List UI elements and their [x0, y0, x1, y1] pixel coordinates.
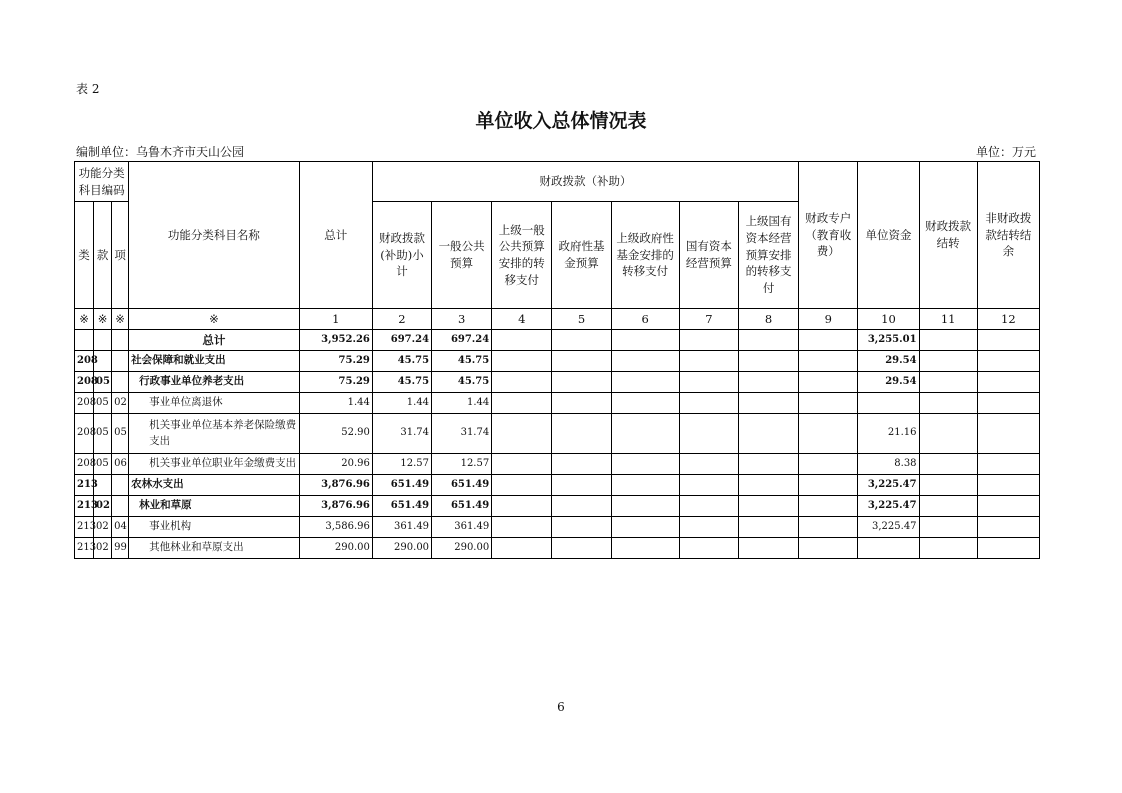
code-xiang: 99	[112, 538, 129, 559]
empty-cell	[492, 414, 552, 454]
empty-cell	[679, 517, 738, 538]
total-cell: 290.00	[299, 538, 372, 559]
header-nonfiscal-carryover: 非财政拨款结转结余	[977, 162, 1039, 309]
total-unit-funds: 3,255.01	[858, 330, 919, 351]
table-row	[75, 414, 1040, 454]
empty-cell	[611, 538, 679, 559]
total-value: 3,952.26	[299, 330, 372, 351]
index-cell: 7	[679, 309, 738, 330]
table-row	[75, 496, 1040, 517]
index-cell: 8	[738, 309, 798, 330]
empty-cell	[552, 351, 611, 372]
table-number: 表 2	[76, 82, 100, 96]
general-budget-cell: 45.75	[432, 372, 492, 393]
empty-cell	[679, 538, 738, 559]
index-cell: 11	[919, 309, 977, 330]
code-xiang	[112, 372, 129, 393]
item-name: 农林水支出	[129, 475, 300, 496]
fiscal-subtotal-cell: 45.75	[372, 351, 431, 372]
code-kuan: 05	[94, 414, 112, 454]
empty-cell	[919, 372, 977, 393]
general-budget-cell: 361.49	[432, 517, 492, 538]
header-fiscal-carryover: 财政拨款结转	[919, 162, 977, 309]
page-number: 6	[557, 700, 565, 714]
total-general-budget: 697.24	[432, 330, 492, 351]
empty-cell	[738, 538, 798, 559]
empty-cell	[552, 414, 611, 454]
empty-cell	[977, 454, 1039, 475]
code-kuan: 02	[94, 538, 112, 559]
empty-cell	[919, 454, 977, 475]
code-lei: 213	[75, 517, 94, 538]
empty-cell	[799, 517, 858, 538]
general-budget-cell: 12.57	[432, 454, 492, 475]
empty-cell	[611, 393, 679, 414]
compiling-unit: 编制单位：乌鲁木齐市天山公园	[76, 145, 245, 159]
fiscal-subtotal-cell: 290.00	[372, 538, 431, 559]
index-cell: ※	[129, 309, 300, 330]
table-row	[75, 393, 1040, 414]
code-xiang: 04	[112, 517, 129, 538]
code-lei: 208	[75, 414, 94, 454]
general-budget-cell: 651.49	[432, 475, 492, 496]
unit-funds-cell	[858, 538, 919, 559]
empty-cell	[738, 393, 798, 414]
empty-cell	[919, 351, 977, 372]
fiscal-subtotal-cell: 1.44	[372, 393, 431, 414]
empty-cell	[919, 517, 977, 538]
empty-cell	[679, 414, 738, 454]
total-cell: 75.29	[299, 351, 372, 372]
code-lei: 213	[75, 475, 94, 496]
unit-funds-cell: 3,225.47	[858, 496, 919, 517]
unit-funds-cell: 21.16	[858, 414, 919, 454]
unit-funds-cell: 3,225.47	[858, 475, 919, 496]
header-lei: 类	[75, 202, 94, 309]
empty-cell	[492, 372, 552, 393]
index-cell: ※	[75, 309, 94, 330]
index-row	[75, 309, 1040, 330]
empty-cell	[738, 351, 798, 372]
header-gov-fund: 政府性基金预算	[552, 202, 611, 309]
code-lei: 208	[75, 372, 94, 393]
index-cell: 4	[492, 309, 552, 330]
total-fiscal-subtotal: 697.24	[372, 330, 431, 351]
empty-cell	[611, 454, 679, 475]
empty-cell	[611, 517, 679, 538]
table-row	[75, 351, 1040, 372]
header-special-edu: 财政专户（教育收费）	[799, 162, 858, 309]
empty-cell	[679, 454, 738, 475]
total-cell: 75.29	[299, 372, 372, 393]
empty-cell	[492, 496, 552, 517]
unit-funds-cell: 8.38	[858, 454, 919, 475]
code-kuan: 05	[94, 454, 112, 475]
fiscal-subtotal-cell: 31.74	[372, 414, 431, 454]
empty-cell	[611, 351, 679, 372]
index-cell: 9	[799, 309, 858, 330]
table-row	[75, 454, 1040, 475]
empty-cell	[977, 475, 1039, 496]
empty-cell	[977, 351, 1039, 372]
empty-cell	[738, 475, 798, 496]
empty-cell	[799, 454, 858, 475]
total-cell: 3,876.96	[299, 475, 372, 496]
header-fiscal-subtotal: 财政拨款(补助)小计	[372, 202, 431, 309]
empty-cell	[552, 538, 611, 559]
unit-funds-cell: 29.54	[858, 351, 919, 372]
empty-cell	[799, 393, 858, 414]
unit-funds-cell: 3,225.47	[858, 517, 919, 538]
empty-cell	[552, 496, 611, 517]
fiscal-subtotal-cell: 361.49	[372, 517, 431, 538]
index-cell: 1	[299, 309, 372, 330]
total-label: 总计	[129, 330, 300, 351]
empty-cell	[552, 372, 611, 393]
code-lei: 208	[75, 393, 94, 414]
empty-cell	[492, 393, 552, 414]
empty-cell	[738, 496, 798, 517]
code-kuan: 02	[94, 517, 112, 538]
empty-cell	[611, 414, 679, 454]
empty-cell	[679, 393, 738, 414]
header-total: 总计	[299, 162, 372, 309]
header-fiscal-group: 财政拨款（补助）	[372, 162, 798, 202]
empty-cell	[492, 351, 552, 372]
code-xiang: 02	[112, 393, 129, 414]
empty-cell	[552, 475, 611, 496]
empty-cell	[799, 496, 858, 517]
item-name: 机关事业单位基本养老保险缴费支出	[129, 414, 300, 454]
fiscal-subtotal-cell: 651.49	[372, 475, 431, 496]
document-title: 单位收入总体情况表	[475, 110, 647, 132]
code-lei: 213	[75, 496, 94, 517]
empty-cell	[492, 454, 552, 475]
empty-cell	[738, 372, 798, 393]
general-budget-cell: 45.75	[432, 351, 492, 372]
header-transfer-capital: 上级国有资本经营预算安排的转移支付	[738, 202, 798, 309]
item-name: 机关事业单位职业年金缴费支出	[129, 454, 300, 475]
code-lei: 213	[75, 538, 94, 559]
fiscal-subtotal-cell: 45.75	[372, 372, 431, 393]
empty-cell	[738, 454, 798, 475]
item-name: 林业和草原	[129, 496, 300, 517]
empty-cell	[977, 414, 1039, 454]
empty-cell	[977, 372, 1039, 393]
code-xiang	[112, 351, 129, 372]
empty-cell	[799, 475, 858, 496]
code-kuan: 02	[94, 496, 112, 517]
empty-cell	[977, 517, 1039, 538]
index-cell: 3	[432, 309, 492, 330]
code-xiang	[112, 475, 129, 496]
empty-cell	[679, 372, 738, 393]
empty-cell	[738, 517, 798, 538]
empty-cell	[492, 538, 552, 559]
general-budget-cell: 31.74	[432, 414, 492, 454]
empty-cell	[799, 372, 858, 393]
empty-cell	[552, 393, 611, 414]
general-budget-cell: 651.49	[432, 496, 492, 517]
empty-cell	[611, 496, 679, 517]
item-name: 社会保障和就业支出	[129, 351, 300, 372]
empty-cell	[919, 538, 977, 559]
empty-cell	[611, 372, 679, 393]
empty-cell	[919, 414, 977, 454]
index-cell: ※	[94, 309, 112, 330]
table-row	[75, 475, 1040, 496]
total-row	[75, 330, 1040, 351]
empty-cell	[977, 538, 1039, 559]
empty-cell	[799, 414, 858, 454]
empty-cell	[799, 351, 858, 372]
code-kuan: 05	[94, 393, 112, 414]
total-cell: 52.90	[299, 414, 372, 454]
header-xiang: 项	[112, 202, 129, 309]
empty-cell	[679, 496, 738, 517]
code-lei: 208	[75, 351, 94, 372]
total-cell: 3,586.96	[299, 517, 372, 538]
income-summary-table	[74, 161, 1040, 559]
item-name: 事业单位离退休	[129, 393, 300, 414]
empty-cell	[919, 475, 977, 496]
index-cell: 5	[552, 309, 611, 330]
empty-cell	[492, 475, 552, 496]
empty-cell	[611, 475, 679, 496]
code-kuan: 05	[94, 372, 112, 393]
index-cell: 6	[611, 309, 679, 330]
empty-cell	[799, 538, 858, 559]
code-lei: 208	[75, 454, 94, 475]
empty-cell	[977, 393, 1039, 414]
table-row	[75, 372, 1040, 393]
index-cell: 12	[977, 309, 1039, 330]
empty-cell	[977, 496, 1039, 517]
code-xiang: 05	[112, 414, 129, 454]
empty-cell	[679, 351, 738, 372]
header-kuan: 款	[94, 202, 112, 309]
header-func-name: 功能分类科目名称	[129, 162, 300, 309]
item-name: 其他林业和草原支出	[129, 538, 300, 559]
table-row	[75, 517, 1040, 538]
empty-cell	[679, 475, 738, 496]
index-cell: 10	[858, 309, 919, 330]
header-state-capital: 国有资本经营预算	[679, 202, 738, 309]
currency-unit: 单位：万元	[975, 145, 1036, 159]
total-cell: 1.44	[299, 393, 372, 414]
item-name: 行政事业单位养老支出	[129, 372, 300, 393]
total-cell: 3,876.96	[299, 496, 372, 517]
code-xiang: 06	[112, 454, 129, 475]
fiscal-subtotal-cell: 12.57	[372, 454, 431, 475]
header-transfer-fund: 上级政府性基金安排的转移支付	[611, 202, 679, 309]
empty-cell	[552, 454, 611, 475]
header-unit-funds: 单位资金	[858, 162, 919, 309]
total-cell: 20.96	[299, 454, 372, 475]
general-budget-cell: 290.00	[432, 538, 492, 559]
header-transfer-general: 上级一般公共预算安排的转移支付	[492, 202, 552, 309]
fiscal-subtotal-cell: 651.49	[372, 496, 431, 517]
empty-cell	[738, 414, 798, 454]
item-name: 事业机构	[129, 517, 300, 538]
general-budget-cell: 1.44	[432, 393, 492, 414]
empty-cell	[919, 393, 977, 414]
unit-funds-cell	[858, 393, 919, 414]
code-xiang	[112, 496, 129, 517]
unit-funds-cell: 29.54	[858, 372, 919, 393]
empty-cell	[552, 517, 611, 538]
index-cell: 2	[372, 309, 431, 330]
empty-cell	[919, 496, 977, 517]
empty-cell	[492, 517, 552, 538]
table-row	[75, 538, 1040, 559]
index-cell: ※	[112, 309, 129, 330]
header-general-budget: 一般公共预算	[432, 202, 492, 309]
header-func-code: 功能分类科目编码	[75, 162, 129, 202]
